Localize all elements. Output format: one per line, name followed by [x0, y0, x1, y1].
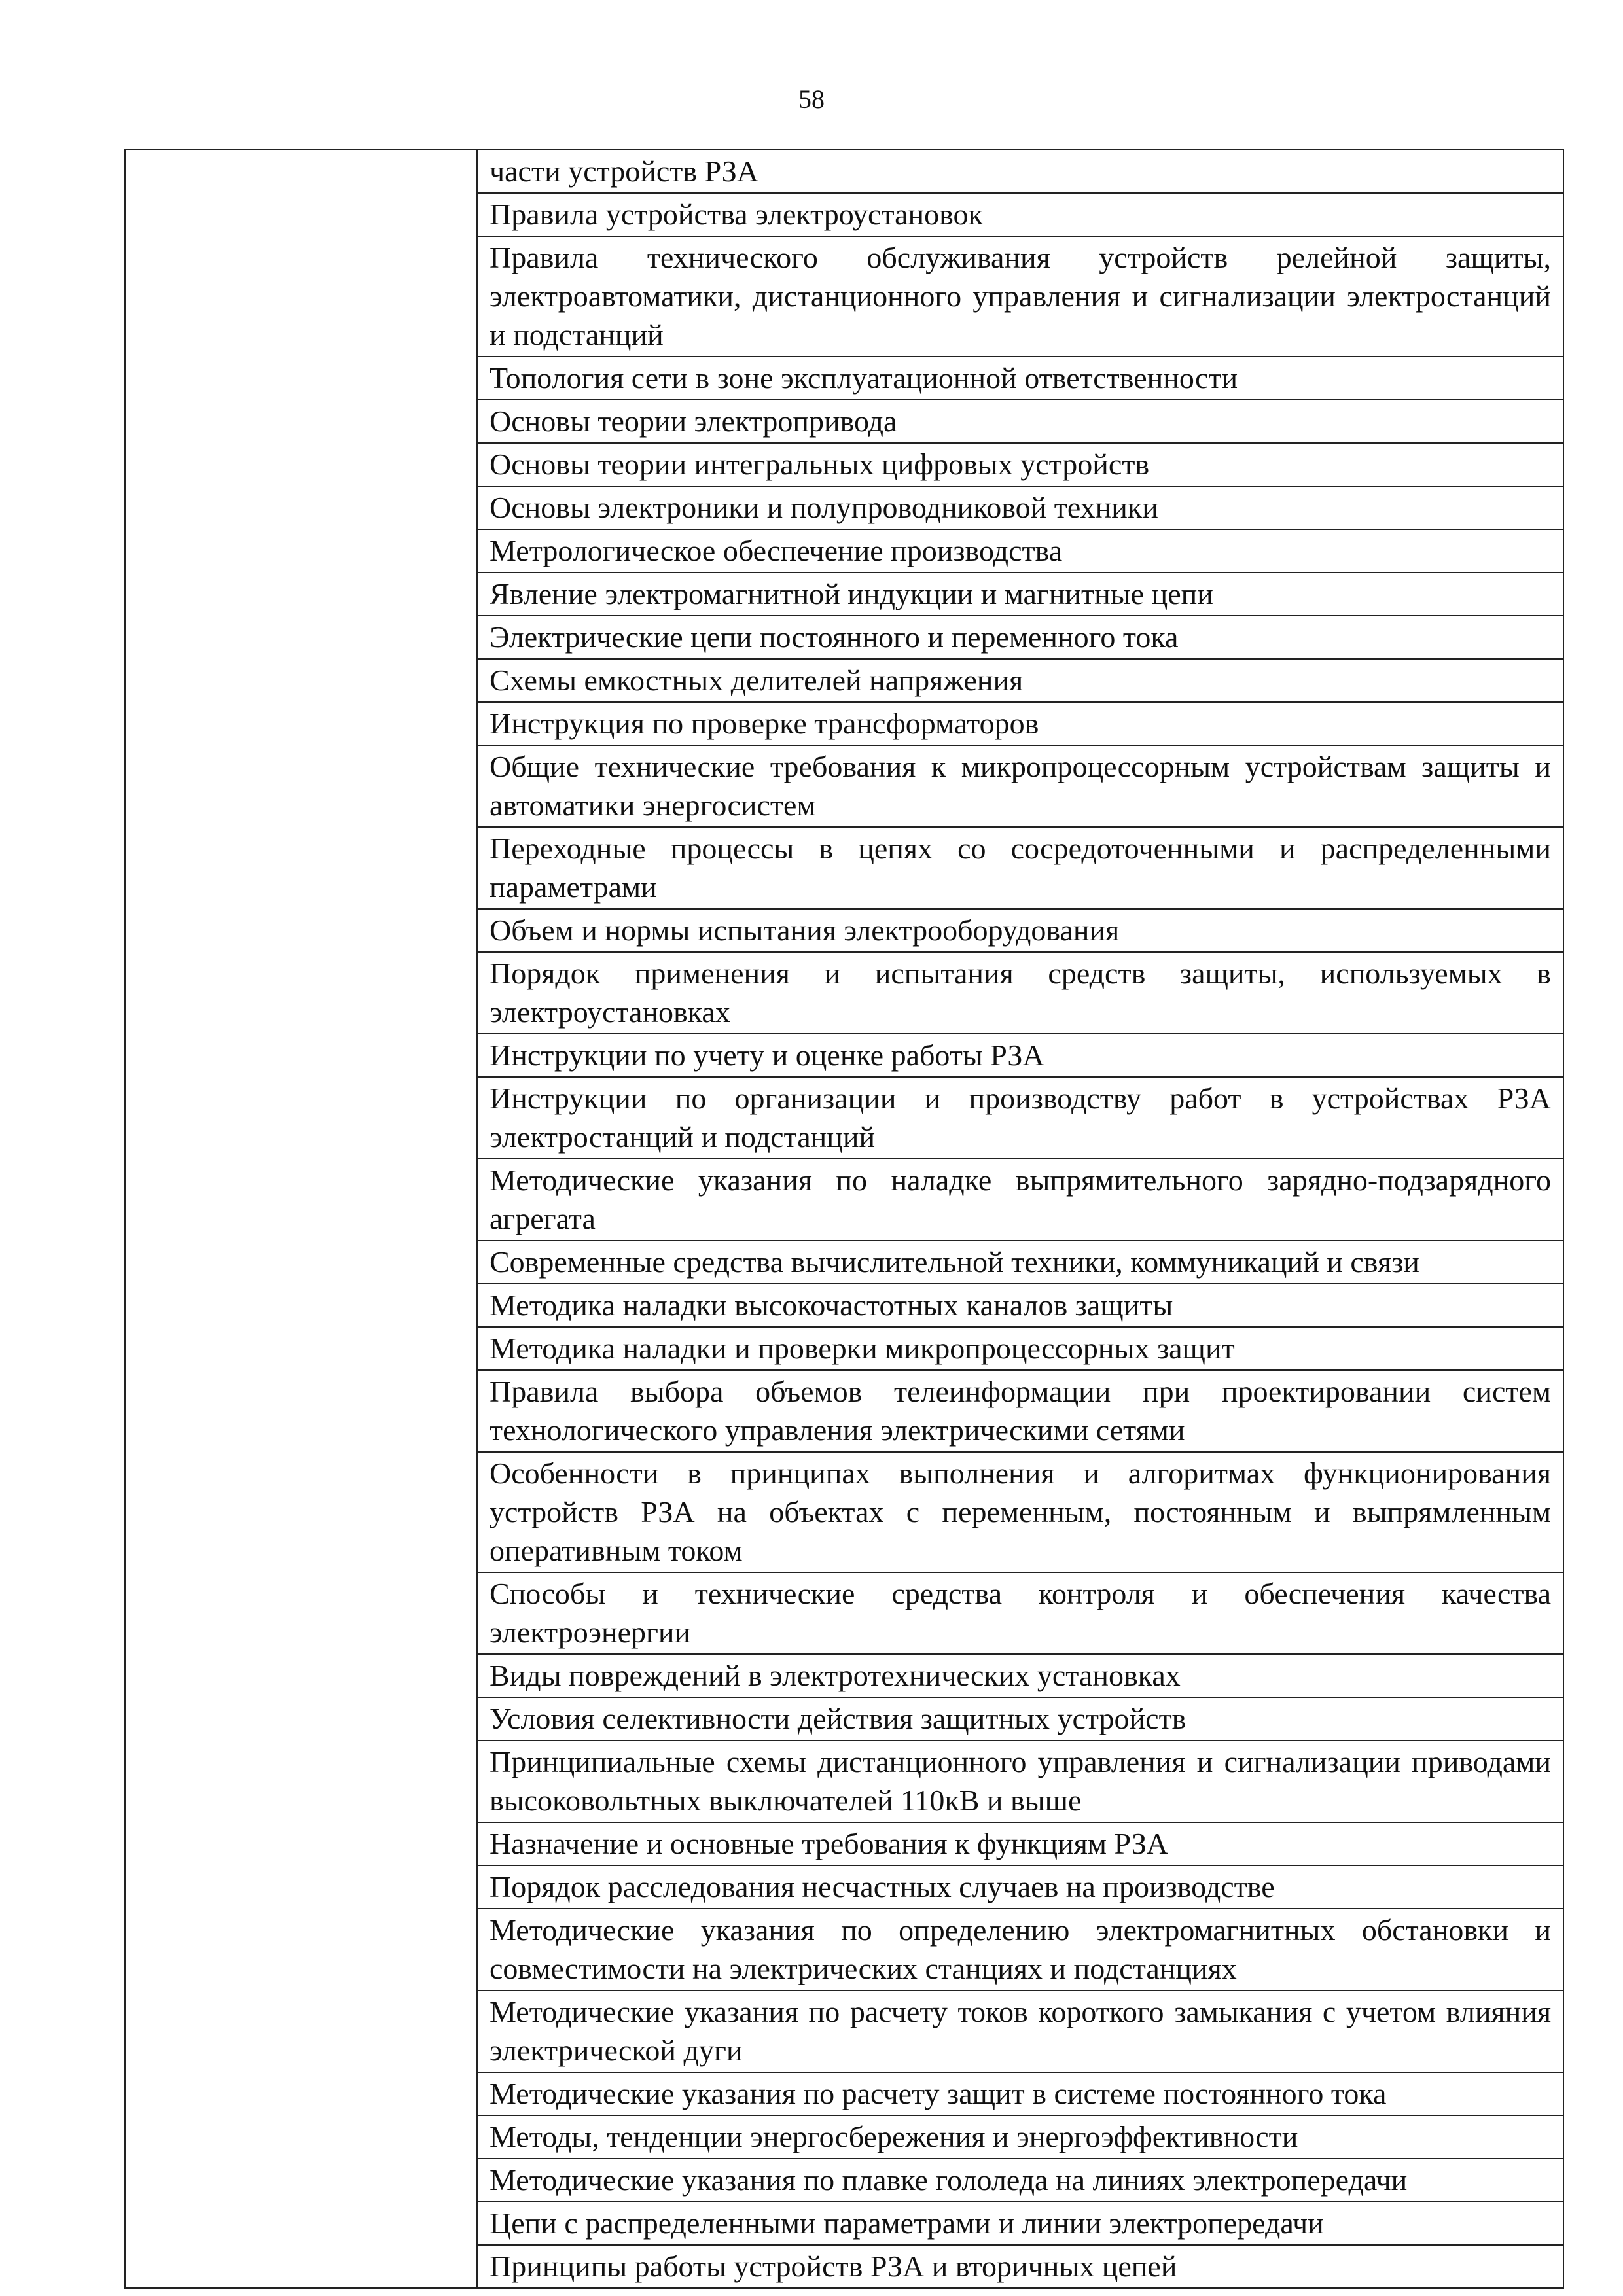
table-cell: Методика наладки и проверки микропроцессорных защит — [477, 1327, 1563, 1370]
table-cell: Правила выбора объемов телеинформации при проектировании систем технологического управления электрическими сетями — [477, 1370, 1563, 1452]
table-cell: Переходные процессы в цепях со сосредоточенными и распределенными параметрами — [477, 827, 1563, 909]
table-cell: Основы электроники и полупроводниковой техники — [477, 486, 1563, 529]
table-cell: Методические указания по наладке выпрямительного зарядно-подзарядного агрегата — [477, 1159, 1563, 1241]
table-cell: Правила технического обслуживания устройств релейной защиты, электроавтоматики, дистанционного управления и сигнализации электростанций и подстанций — [477, 236, 1563, 357]
table-cell: Цепи с распределенными параметрами и линии электропередачи — [477, 2202, 1563, 2245]
table-cell: Метрологическое обеспечение производства — [477, 529, 1563, 573]
table-cell: Назначение и основные требования к функциям РЗА — [477, 1822, 1563, 1865]
table-cell: Методы, тенденции энергосбережения и энергоэффективности — [477, 2115, 1563, 2159]
table-cell: Современные средства вычислительной техники, коммуникаций и связи — [477, 1241, 1563, 1284]
page-number: 58 — [798, 84, 825, 114]
table-cell: Топология сети в зоне эксплуатационной ответственности — [477, 357, 1563, 400]
table-cell: части устройств РЗА — [477, 150, 1563, 193]
table-cell: Методика наладки высокочастотных каналов защиты — [477, 1284, 1563, 1327]
table-cell: Методические указания по плавке гололеда на линиях электропередачи — [477, 2159, 1563, 2202]
table-cell: Явление электромагнитной индукции и магнитные цепи — [477, 573, 1563, 616]
table-cell: Основы теории интегральных цифровых устройств — [477, 443, 1563, 486]
table-cell: Основы теории электропривода — [477, 400, 1563, 443]
table-cell: Методические указания по расчету защит в системе постоянного тока — [477, 2072, 1563, 2115]
table-left-column — [125, 150, 477, 2288]
table-cell: Способы и технические средства контроля и обеспечения качества электроэнергии — [477, 1572, 1563, 1654]
table-cell: Методические указания по расчету токов короткого замыкания с учетом влияния электрической дуги — [477, 1990, 1563, 2072]
table-cell: Правила устройства электроустановок — [477, 193, 1563, 236]
table-cell: Схемы емкостных делителей напряжения — [477, 659, 1563, 702]
table-cell: Электрические цепи постоянного и переменного тока — [477, 616, 1563, 659]
table-cell: Методические указания по определению электромагнитных обстановки и совместимости на электрических станциях и подстанциях — [477, 1909, 1563, 1990]
table-cell: Общие технические требования к микропроцессорным устройствам защиты и автоматики энергосистем — [477, 745, 1563, 827]
table-cell: Порядок применения и испытания средств защиты, используемых в электроустановках — [477, 952, 1563, 1034]
table-cell: Объем и нормы испытания электрооборудования — [477, 909, 1563, 952]
table-cell: Особенности в принципах выполнения и алгоритмах функционирования устройств РЗА на объектах с переменным, постоянным и выпрямленным оперативным током — [477, 1452, 1563, 1572]
table-cell: Инструкции по учету и оценке работы РЗА — [477, 1034, 1563, 1077]
table-cell: Принципы работы устройств РЗА и вторичных цепей — [477, 2245, 1563, 2288]
table-row — [125, 150, 1563, 193]
table-cell: Порядок расследования несчастных случаев на производстве — [477, 1865, 1563, 1909]
knowledge-table — [124, 149, 1564, 2289]
table-cell: Принципиальные схемы дистанционного управления и сигнализации приводами высоковольтных выключателей 110кВ и выше — [477, 1740, 1563, 1822]
table-cell: Инструкция по проверке трансформаторов — [477, 702, 1563, 745]
table-cell: Условия селективности действия защитных устройств — [477, 1697, 1563, 1740]
knowledge-table-body — [125, 150, 1563, 2288]
table-cell: Виды повреждений в электротехнических установках — [477, 1654, 1563, 1697]
table-cell: Инструкции по организации и производству работ в устройствах РЗА электростанций и подстанций — [477, 1077, 1563, 1159]
